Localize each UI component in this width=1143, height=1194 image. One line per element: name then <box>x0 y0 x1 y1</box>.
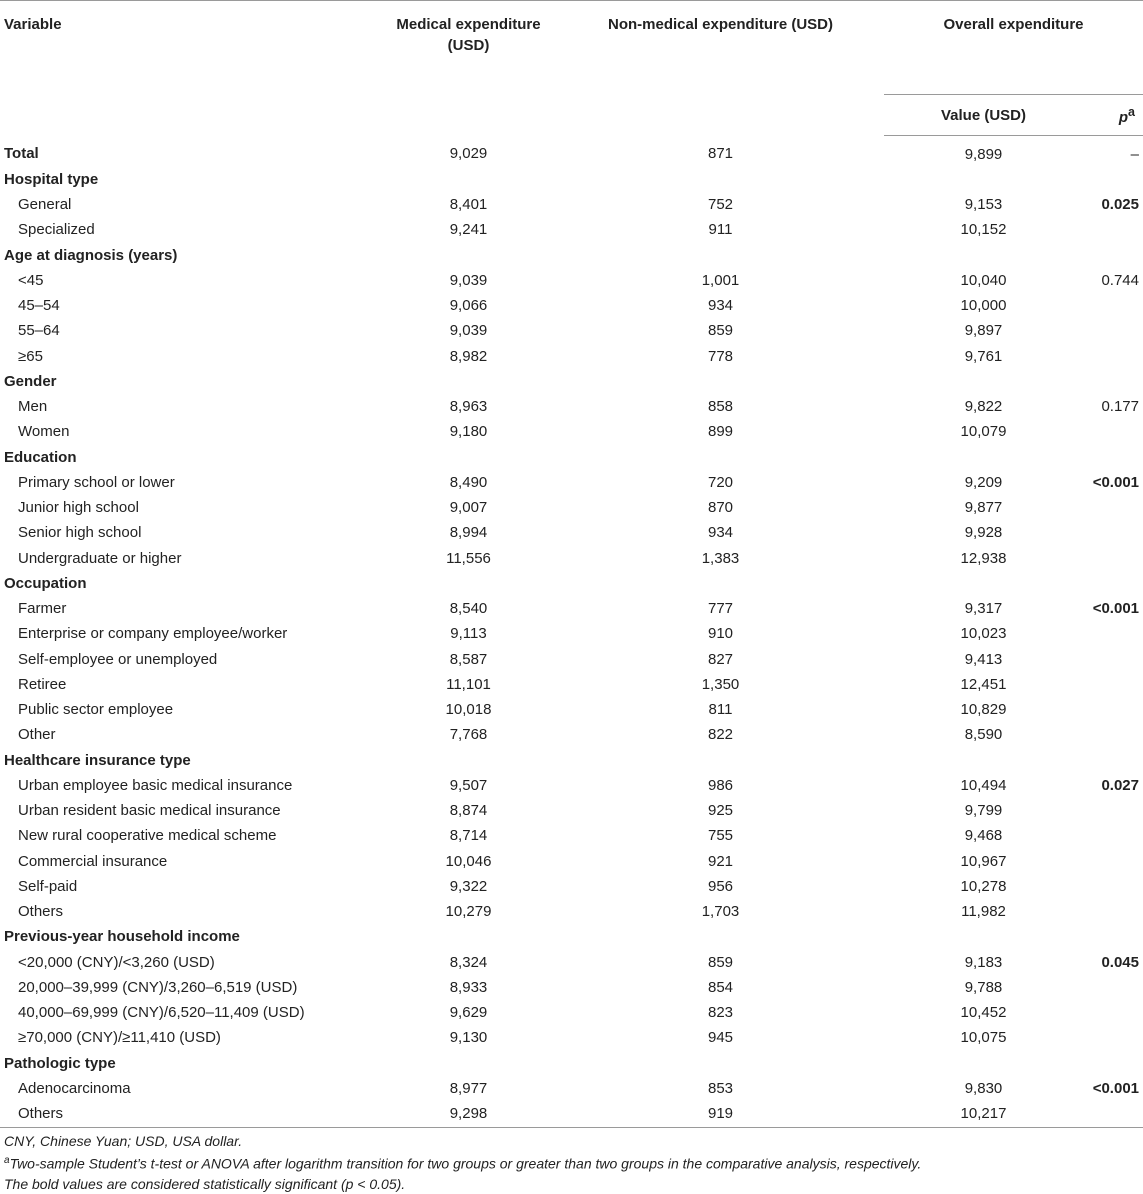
medical-cell: 9,066 <box>449 297 488 315</box>
nonmedical-cell: 823 <box>707 1004 734 1022</box>
overall-cell: 9,830 <box>964 1079 1003 1097</box>
medical-cell <box>380 445 557 470</box>
medical-cell: 8,490 <box>449 473 488 491</box>
medical-cell <box>380 748 557 773</box>
table-row <box>0 1102 1143 1128</box>
nonmedical-cell <box>557 369 884 394</box>
table-row <box>0 319 1143 344</box>
overall-cell <box>884 1051 1083 1076</box>
nonmedical-cell: 945 <box>707 1029 734 1047</box>
medical-cell <box>380 1051 557 1076</box>
p-value-cell <box>1083 218 1143 243</box>
row-label: Self-paid <box>18 877 78 895</box>
table-group-row <box>0 136 1143 168</box>
medical-cell: 9,007 <box>449 499 488 517</box>
row-label: 40,000–69,999 (CNY)/6,520–11,409 (USD) <box>18 1004 305 1022</box>
nonmedical-cell: 956 <box>707 877 734 895</box>
medical-cell: 11,556 <box>446 549 491 567</box>
table-row <box>0 193 1143 218</box>
p-value-cell <box>1083 874 1143 899</box>
medical-cell: 8,714 <box>449 827 488 845</box>
table-row <box>0 395 1143 420</box>
medical-cell: 8,963 <box>449 398 488 416</box>
overall-cell: 10,075 <box>960 1029 1007 1047</box>
row-label: Previous-year household income <box>4 928 240 946</box>
row-label: Pathologic type <box>4 1054 116 1072</box>
medical-cell: 9,298 <box>380 1102 557 1128</box>
overall-cell: 9,317 <box>964 600 1003 618</box>
nonmedical-cell: 1,703 <box>701 903 740 921</box>
table-group-row <box>0 167 1143 192</box>
p-value-cell <box>1083 975 1143 1000</box>
table-row <box>0 1026 1143 1051</box>
nonmedical-cell: 859 <box>707 322 734 340</box>
table-row <box>0 975 1143 1000</box>
nonmedical-cell: 1,350 <box>701 675 740 693</box>
table-row <box>0 344 1143 369</box>
table-row <box>0 546 1143 571</box>
nonmedical-cell: 910 <box>707 625 734 643</box>
nonmedical-cell: 871 <box>707 145 734 163</box>
nonmedical-cell: 919 <box>557 1102 884 1128</box>
p-value-cell <box>1083 496 1143 521</box>
nonmedical-cell <box>557 925 884 950</box>
medical-cell: 8,994 <box>449 524 488 542</box>
nonmedical-cell: 911 <box>708 221 733 239</box>
nonmedical-cell: 755 <box>707 827 734 845</box>
nonmedical-cell: 777 <box>707 600 734 618</box>
footnote-a <box>4 1151 1139 1174</box>
row-label: Other <box>18 726 56 744</box>
row-label: <20,000 (CNY)/<3,260 (USD) <box>18 953 215 971</box>
row-label: Commercial insurance <box>18 852 168 870</box>
overall-cell <box>884 167 1083 192</box>
p-value-cell <box>1083 799 1143 824</box>
medical-cell: 8,401 <box>449 196 488 214</box>
p-value-cell <box>1083 521 1143 546</box>
nonmedical-cell: 921 <box>707 852 734 870</box>
p-value-cell <box>1083 369 1143 394</box>
medical-cell: 8,587 <box>449 650 488 668</box>
p-value-cell <box>1083 167 1143 192</box>
header-medical: Medical expenditure (USD) <box>396 16 541 54</box>
row-label: Others <box>18 903 64 921</box>
p-value-cell <box>1083 319 1143 344</box>
significance-note: The bold values are considered statistically significant (p < 0.05). <box>4 1175 406 1192</box>
overall-cell <box>884 445 1083 470</box>
medical-cell: 9,130 <box>449 1029 488 1047</box>
table-row <box>0 672 1143 697</box>
nonmedical-cell: 986 <box>707 776 734 794</box>
nonmedical-cell: 854 <box>707 978 734 996</box>
row-label: Urban resident basic medical insurance <box>18 802 281 820</box>
table-group-row <box>0 369 1143 394</box>
row-label: Adenocarcinoma <box>18 1079 131 1097</box>
overall-cell: 9,822 <box>964 398 1003 416</box>
p-value-cell <box>1083 672 1143 697</box>
overall-cell: 10,217 <box>884 1102 1083 1128</box>
nonmedical-cell <box>557 1051 884 1076</box>
medical-cell: 9,113 <box>450 625 487 643</box>
row-label: Farmer <box>18 600 67 618</box>
row-label: Men <box>18 398 48 416</box>
p-value-cell: 0.744 <box>1101 271 1139 289</box>
overall-cell: 9,899 <box>964 145 1003 163</box>
table-row <box>0 698 1143 723</box>
p-value-cell <box>1083 748 1143 773</box>
table-row <box>0 218 1143 243</box>
overall-cell <box>884 925 1083 950</box>
table-row <box>0 470 1143 495</box>
p-value-cell <box>1083 647 1143 672</box>
row-label: Hospital type <box>4 170 99 188</box>
nonmedical-cell: 899 <box>707 423 734 441</box>
overall-cell: 10,452 <box>960 1004 1007 1022</box>
table-row <box>0 824 1143 849</box>
p-value-cell <box>1083 294 1143 319</box>
row-label: Education <box>4 448 77 466</box>
row-label: Specialized <box>18 221 95 239</box>
nonmedical-cell: 778 <box>707 347 734 365</box>
p-value-cell: <0.001 <box>1092 600 1139 618</box>
table-row <box>0 420 1143 445</box>
medical-cell: 7,768 <box>449 726 488 744</box>
medical-cell: 10,279 <box>445 903 492 921</box>
nonmedical-cell: 811 <box>708 701 733 719</box>
p-value-cell: <0.001 <box>1092 473 1139 491</box>
medical-cell: 9,322 <box>449 877 488 895</box>
header-p-letter: p <box>1118 108 1129 126</box>
p-value-cell: – <box>1130 145 1139 163</box>
table-row <box>0 622 1143 647</box>
table-row <box>0 950 1143 975</box>
table-group-row <box>0 925 1143 950</box>
row-label: Healthcare insurance type <box>4 751 191 769</box>
p-value-cell <box>1083 1102 1143 1128</box>
nonmedical-cell: 822 <box>707 726 734 744</box>
nonmedical-cell: 1,001 <box>701 271 740 289</box>
table-row <box>0 773 1143 798</box>
nonmedical-cell: 1,383 <box>701 549 740 567</box>
overall-cell <box>884 369 1083 394</box>
nonmedical-cell: 934 <box>707 297 734 315</box>
medical-cell: 11,101 <box>446 675 491 693</box>
overall-cell: 10,829 <box>960 701 1007 719</box>
p-value-cell <box>1083 698 1143 723</box>
row-label: Gender <box>4 372 57 390</box>
table-row <box>0 900 1143 925</box>
row-label: Junior high school <box>18 499 139 517</box>
p-value-cell <box>1083 1051 1143 1076</box>
overall-cell: 10,023 <box>960 625 1007 643</box>
header-variable: Variable <box>4 16 62 33</box>
abbreviation-note: CNY, Chinese Yuan; USD, USA dollar. <box>4 1133 243 1149</box>
nonmedical-cell: 925 <box>707 802 734 820</box>
medical-cell: 8,324 <box>449 953 488 971</box>
row-label: Others <box>0 1102 380 1128</box>
overall-cell: 9,183 <box>964 953 1003 971</box>
medical-cell: 9,039 <box>449 322 488 340</box>
p-value-cell: 0.177 <box>1101 398 1139 416</box>
overall-cell: 12,938 <box>960 549 1007 567</box>
medical-cell: 8,540 <box>449 600 488 618</box>
medical-cell: 9,241 <box>449 221 488 239</box>
row-label: New rural cooperative medical scheme <box>18 827 277 845</box>
footnote-mark: a <box>4 1155 10 1166</box>
row-label: ≥65 <box>18 347 43 365</box>
medical-cell: 9,039 <box>449 271 488 289</box>
overall-cell: 10,079 <box>960 423 1007 441</box>
header-p-sup: a <box>1128 104 1135 119</box>
header-nonmedical: Non-medical expenditure (USD) <box>607 16 834 33</box>
row-label: 20,000–39,999 (CNY)/3,260–6,519 (USD) <box>18 978 298 996</box>
table-row <box>0 521 1143 546</box>
overall-cell: 10,494 <box>960 776 1007 794</box>
nonmedical-cell: 853 <box>707 1079 734 1097</box>
p-value-cell <box>1083 344 1143 369</box>
medical-cell: 8,977 <box>449 1079 488 1097</box>
overall-cell: 10,000 <box>960 297 1007 315</box>
medical-cell: 10,046 <box>445 852 492 870</box>
p-value-cell: 0.027 <box>1101 776 1139 794</box>
medical-cell <box>380 243 557 268</box>
p-value-cell <box>1083 571 1143 596</box>
row-label: Occupation <box>4 574 87 592</box>
row-label: Undergraduate or higher <box>18 549 182 567</box>
table-row <box>0 723 1143 748</box>
overall-cell: 9,928 <box>964 524 1003 542</box>
row-label: Enterprise or company employee/worker <box>18 625 288 643</box>
row-label: Women <box>18 423 70 441</box>
overall-cell: 10,967 <box>960 852 1007 870</box>
nonmedical-cell: 827 <box>707 650 734 668</box>
p-value-cell: 0.025 <box>1101 196 1139 214</box>
row-label: 55–64 <box>18 322 60 340</box>
p-value-cell <box>1083 546 1143 571</box>
nonmedical-cell <box>557 748 884 773</box>
row-label: Self-employee or unemployed <box>18 650 218 668</box>
nonmedical-cell: 720 <box>707 473 734 491</box>
p-value-cell <box>1083 445 1143 470</box>
header-overall: Overall expenditure <box>884 1 1143 95</box>
overall-cell: 10,040 <box>960 271 1007 289</box>
row-label: ≥70,000 (CNY)/≥11,410 (USD) <box>18 1029 221 1047</box>
row-label: Urban employee basic medical insurance <box>18 776 293 794</box>
overall-cell: 9,788 <box>964 978 1003 996</box>
p-value-cell <box>1083 420 1143 445</box>
overall-cell <box>884 748 1083 773</box>
p-value-cell <box>1083 1001 1143 1026</box>
nonmedical-cell: 934 <box>707 524 734 542</box>
p-value-cell <box>1083 723 1143 748</box>
table-row <box>0 849 1143 874</box>
nonmedical-cell <box>557 571 884 596</box>
p-value-cell: <0.001 <box>1092 1079 1139 1097</box>
table-row <box>0 1076 1143 1101</box>
overall-cell: 11,982 <box>961 903 1006 921</box>
overall-cell: 9,877 <box>964 499 1003 517</box>
overall-cell: 9,761 <box>964 347 1003 365</box>
table-group-row <box>0 243 1143 268</box>
row-label: <45 <box>18 271 44 289</box>
overall-cell: 9,209 <box>964 473 1003 491</box>
overall-cell: 9,413 <box>964 650 1003 668</box>
row-label: Primary school or lower <box>18 473 175 491</box>
nonmedical-cell <box>557 445 884 470</box>
medical-cell <box>380 369 557 394</box>
medical-cell: 9,029 <box>449 145 488 163</box>
medical-cell <box>380 167 557 192</box>
p-value-cell <box>1083 622 1143 647</box>
overall-cell: 9,153 <box>964 196 1003 214</box>
overall-cell: 8,590 <box>964 726 1003 744</box>
row-label: Age at diagnosis (years) <box>4 246 178 264</box>
p-value-cell <box>1083 900 1143 925</box>
nonmedical-cell: 859 <box>707 953 734 971</box>
nonmedical-cell: 752 <box>707 196 734 214</box>
medical-cell: 10,018 <box>445 701 492 719</box>
medical-cell: 9,507 <box>449 776 488 794</box>
row-label: Total <box>4 145 39 163</box>
p-value-cell <box>1083 1026 1143 1051</box>
table-row <box>0 874 1143 899</box>
medical-cell: 9,180 <box>449 423 488 441</box>
p-value-cell <box>1083 925 1143 950</box>
medical-cell: 8,982 <box>449 347 488 365</box>
medical-cell <box>380 925 557 950</box>
table-group-row <box>0 1051 1143 1076</box>
row-label: Senior high school <box>18 524 142 542</box>
row-label: 45–54 <box>18 297 60 315</box>
overall-cell: 9,468 <box>964 827 1003 845</box>
table-row <box>0 294 1143 319</box>
table-group-row <box>0 445 1143 470</box>
p-value-cell <box>1083 243 1143 268</box>
p-value-cell <box>1083 824 1143 849</box>
table-row <box>0 647 1143 672</box>
medical-cell: 8,933 <box>449 978 488 996</box>
row-label: Public sector employee <box>18 701 174 719</box>
p-value-cell: 0.045 <box>1101 953 1139 971</box>
table-row <box>0 799 1143 824</box>
table-row <box>0 496 1143 521</box>
nonmedical-cell <box>557 243 884 268</box>
footnote-text: Two-sample Student’s t-test or ANOVA after logarithm transition for two groups or greater than two groups in the comparative analysis, respectively. <box>9 1155 922 1172</box>
table-row <box>0 597 1143 622</box>
table-group-row <box>0 748 1143 773</box>
medical-cell: 8,874 <box>449 802 488 820</box>
table-group-row <box>0 571 1143 596</box>
overall-cell: 9,897 <box>964 322 1003 340</box>
nonmedical-cell: 858 <box>707 398 734 416</box>
overall-cell: 10,278 <box>960 877 1007 895</box>
row-label: Retiree <box>18 675 67 693</box>
overall-cell <box>884 571 1083 596</box>
overall-cell: 10,152 <box>960 221 1007 239</box>
header-p <box>1083 95 1143 136</box>
overall-cell <box>884 243 1083 268</box>
table-notes <box>4 1131 1139 1194</box>
table-row <box>0 268 1143 293</box>
nonmedical-cell: 870 <box>707 499 734 517</box>
table-body <box>0 136 1143 1128</box>
overall-cell: 12,451 <box>960 675 1007 693</box>
header-value: Value (USD) <box>884 95 1083 136</box>
medical-cell <box>380 571 557 596</box>
row-label: General <box>18 196 72 214</box>
overall-cell: 9,799 <box>964 802 1003 820</box>
p-value-cell <box>1083 849 1143 874</box>
medical-cell: 9,629 <box>449 1004 488 1022</box>
table-row <box>0 1001 1143 1026</box>
nonmedical-cell <box>557 167 884 192</box>
